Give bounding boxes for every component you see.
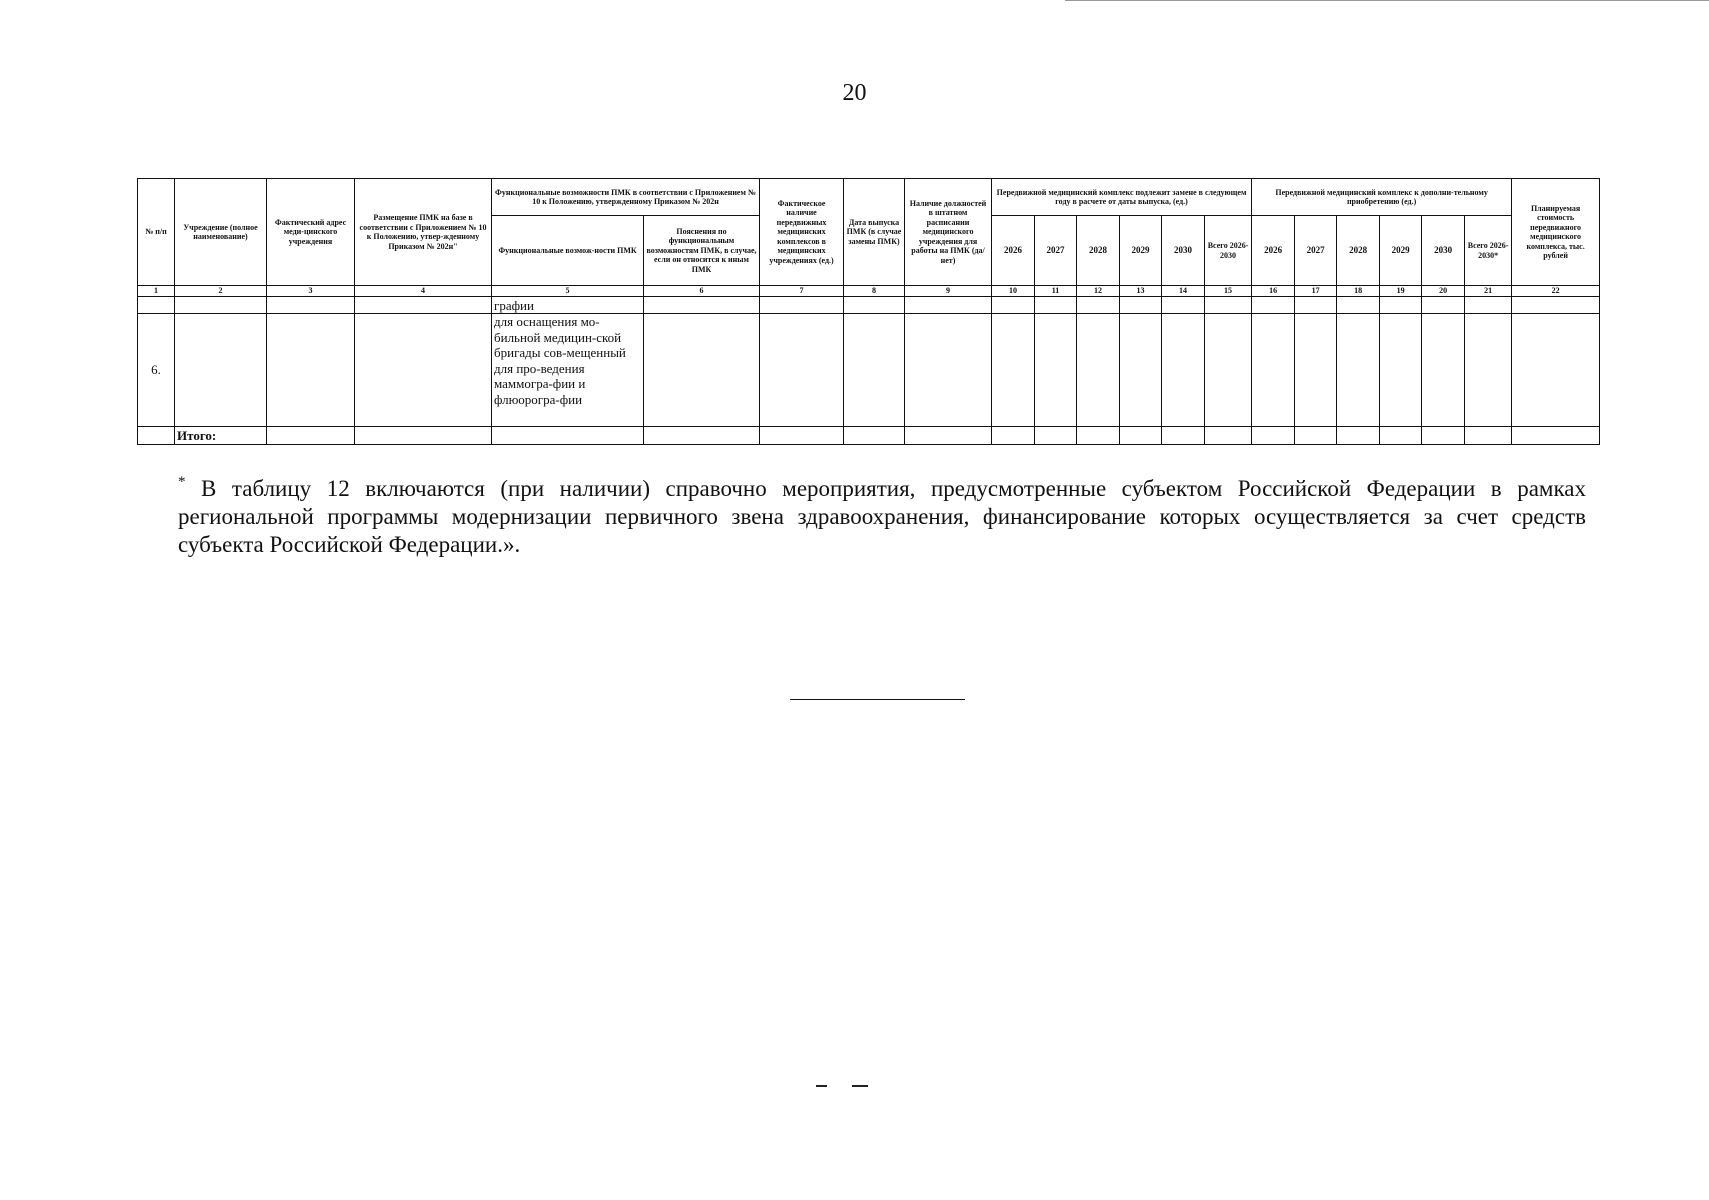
scan-mark <box>852 1085 868 1087</box>
column-number: 5 <box>492 286 644 297</box>
top-edge-rule <box>1065 0 1709 1</box>
row-func-capabilities: для оснащения мо-бильной медицин-ской бригады сов-мещенный для про-ведения маммогра-фии и флюорогра-фии <box>492 314 644 427</box>
header-func-explanation: Пояснения по функциональным возможностям ПМК, в случае, если он относится к иным ПМК <box>644 216 760 286</box>
column-number: 16 <box>1252 286 1295 297</box>
continuation-row <box>138 297 1600 314</box>
header-func-capabilities: Функциональные возмож-ности ПМК <box>492 216 644 286</box>
column-number: 2 <box>175 286 267 297</box>
row-number: 6. <box>138 314 175 427</box>
column-number: 8 <box>844 286 905 297</box>
scan-mark <box>816 1085 827 1087</box>
header-institution: Учреждение (полное наименование) <box>175 179 267 286</box>
header-replace-year: 2030 <box>1162 216 1205 286</box>
page-number: 20 <box>842 80 867 106</box>
footnote-text: В таблицу 12 включаются (при наличии) справочно мероприятия, предусмотренные субъектом Российской Федерации в рамках региональной программы модернизации первичного звена здравоохранения, финансирование которых осуществляется за счет средств субъекта Российской Федерации.». <box>178 476 1586 557</box>
column-number: 21 <box>1465 286 1512 297</box>
total-label: Итого: <box>175 427 267 445</box>
column-number: 1 <box>138 286 175 297</box>
footnote <box>178 475 1586 559</box>
total-row <box>138 427 1600 445</box>
header-replace-year: 2026 <box>992 216 1035 286</box>
header-num: № п/п <box>138 179 175 286</box>
column-number: 10 <box>992 286 1035 297</box>
column-number: 3 <box>267 286 355 297</box>
header-release-date: Дата выпуска ПМК (в случае замены ПМК) <box>844 179 905 286</box>
column-number: 6 <box>644 286 760 297</box>
header-planned-cost: Планируемая стоимость передвижного медицинского комплекса, тыс. рублей <box>1512 179 1600 286</box>
column-number-row <box>138 286 1600 297</box>
column-number: 9 <box>905 286 992 297</box>
column-number: 11 <box>1035 286 1077 297</box>
header-actual-count: Фактическое наличие передвижных медицинских комплексов в медицинских учреждениях (ед.) <box>760 179 844 286</box>
header-replace-year: 2029 <box>1120 216 1162 286</box>
header-replace-year: 2027 <box>1035 216 1077 286</box>
column-number: 14 <box>1162 286 1205 297</box>
header-replace-group: Передвижной медицинский комплекс подлежит замене в следующем году в расчете от даты выпуска, (ед.) <box>992 179 1252 216</box>
signature-line <box>790 699 965 700</box>
column-number: 18 <box>1337 286 1380 297</box>
column-number: 15 <box>1205 286 1252 297</box>
continuation-text: графии <box>492 297 644 314</box>
column-number: 12 <box>1077 286 1120 297</box>
column-number: 22 <box>1512 286 1600 297</box>
column-number: 4 <box>355 286 492 297</box>
header-acquire-year: 2030 <box>1422 216 1465 286</box>
footnote-marker: * <box>178 474 186 490</box>
table-row <box>138 314 1600 427</box>
header-address: Фактический адрес меди-цинского учреждения <box>267 179 355 286</box>
header-placement: Размещение ПМК на базе в соответствии с Приложением № 10 к Положению, утвер-жденному Приказом № 202н" <box>355 179 492 286</box>
column-number: 17 <box>1295 286 1337 297</box>
header-acquire-year: 2029 <box>1380 216 1422 286</box>
header-acquire-total: Всего 2026-2030* <box>1465 216 1512 286</box>
column-number: 13 <box>1120 286 1162 297</box>
header-acquire-year: 2027 <box>1295 216 1337 286</box>
header-acquire-year: 2028 <box>1337 216 1380 286</box>
header-staff-positions: Наличие должностей в штатном расписании медицинского учреждения для работы на ПМК (да/нет) <box>905 179 992 286</box>
header-func-group: Функциональные возможности ПМК в соответствии с Приложением № 10 к Положению, утвержденному Приказом № 202н <box>492 179 760 216</box>
header-replace-total: Всего 2026-2030 <box>1205 216 1252 286</box>
mobile-medical-complex-table <box>137 178 1600 445</box>
column-number: 19 <box>1380 286 1422 297</box>
header-acquire-year: 2026 <box>1252 216 1295 286</box>
column-number: 7 <box>760 286 844 297</box>
header-acquire-group: Передвижной медицинский комплекс к дополни-тельному приобретению (ед.) <box>1252 179 1512 216</box>
header-replace-year: 2028 <box>1077 216 1120 286</box>
column-number: 20 <box>1422 286 1465 297</box>
